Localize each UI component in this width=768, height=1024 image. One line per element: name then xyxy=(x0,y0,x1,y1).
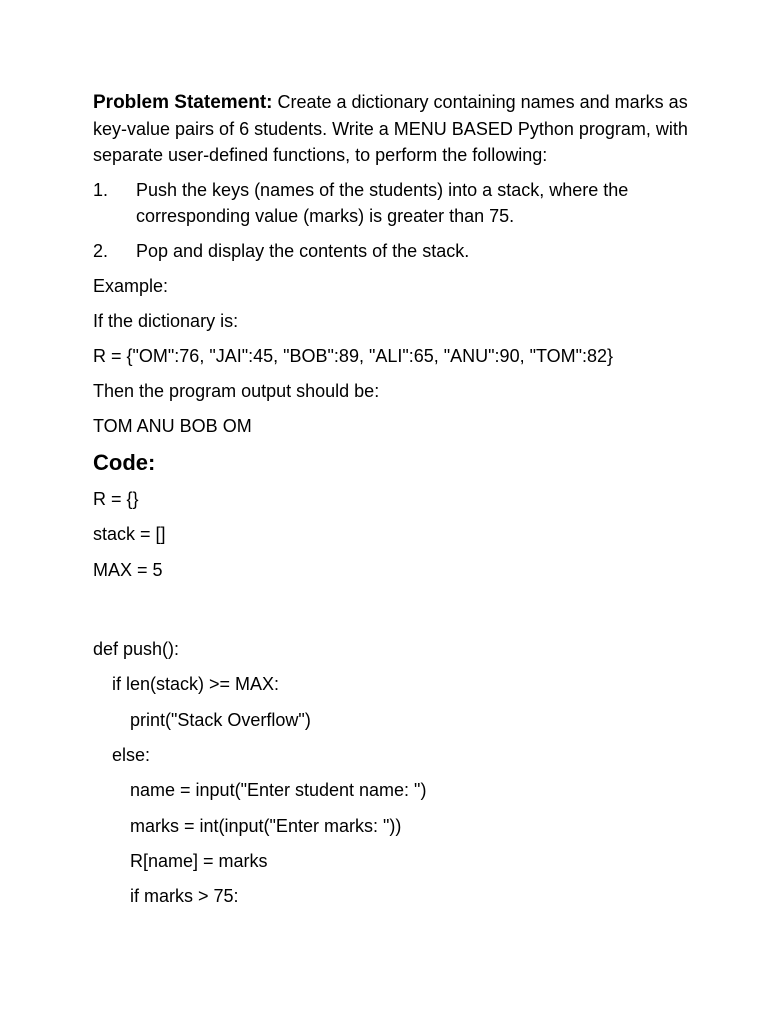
example-if-text: If the dictionary is: xyxy=(93,311,239,331)
list-item xyxy=(93,238,693,264)
problem-statement-label: Problem Statement: xyxy=(93,92,273,113)
document-content xyxy=(93,89,693,919)
code-line: if len(stack) >= MAX: xyxy=(112,674,280,695)
code-line: marks = int(input("Enter marks: ")) xyxy=(130,815,402,836)
code-block xyxy=(93,486,693,909)
code-heading: Code: xyxy=(93,450,156,475)
code-line: R[name] = marks xyxy=(130,850,268,871)
list-item-number: 2. xyxy=(93,241,109,261)
list-item-text: Push the keys (names of the students) into a stack, where the corresponding value (marks) is greater than 75. xyxy=(136,180,629,226)
code-line: R = {} xyxy=(93,489,139,509)
code-line: stack = [] xyxy=(93,524,166,545)
code-line: print("Stack Overflow") xyxy=(130,709,311,730)
code-line: def push(): xyxy=(93,639,180,660)
example-label: Example: xyxy=(93,276,169,296)
code-blank-line xyxy=(93,592,693,627)
problem-statement xyxy=(93,89,693,168)
example-output: TOM ANU BOB OM xyxy=(93,416,252,436)
code-line: else: xyxy=(112,745,151,766)
example-then-text: Then the program output should be: xyxy=(93,381,380,401)
list-item xyxy=(93,177,693,229)
example-dict-line: R = {"OM":76, "JAI":45, "BOB":89, "ALI":65, "ANU":90, "TOM":82} xyxy=(93,346,614,366)
problem-statement-text: Create a dictionary containing names and marks as key-value pairs of 6 students. Write a MENU BASED Python program, with separate user-defined functions, to perform the following: xyxy=(93,92,688,165)
code-line: MAX = 5 xyxy=(93,559,163,580)
list-item-number: 1. xyxy=(93,180,109,200)
code-line: name = input("Enter student name: ") xyxy=(130,780,427,801)
code-line: if marks > 75: xyxy=(130,886,239,907)
list-item-text: Pop and display the contents of the stack. xyxy=(136,241,470,261)
